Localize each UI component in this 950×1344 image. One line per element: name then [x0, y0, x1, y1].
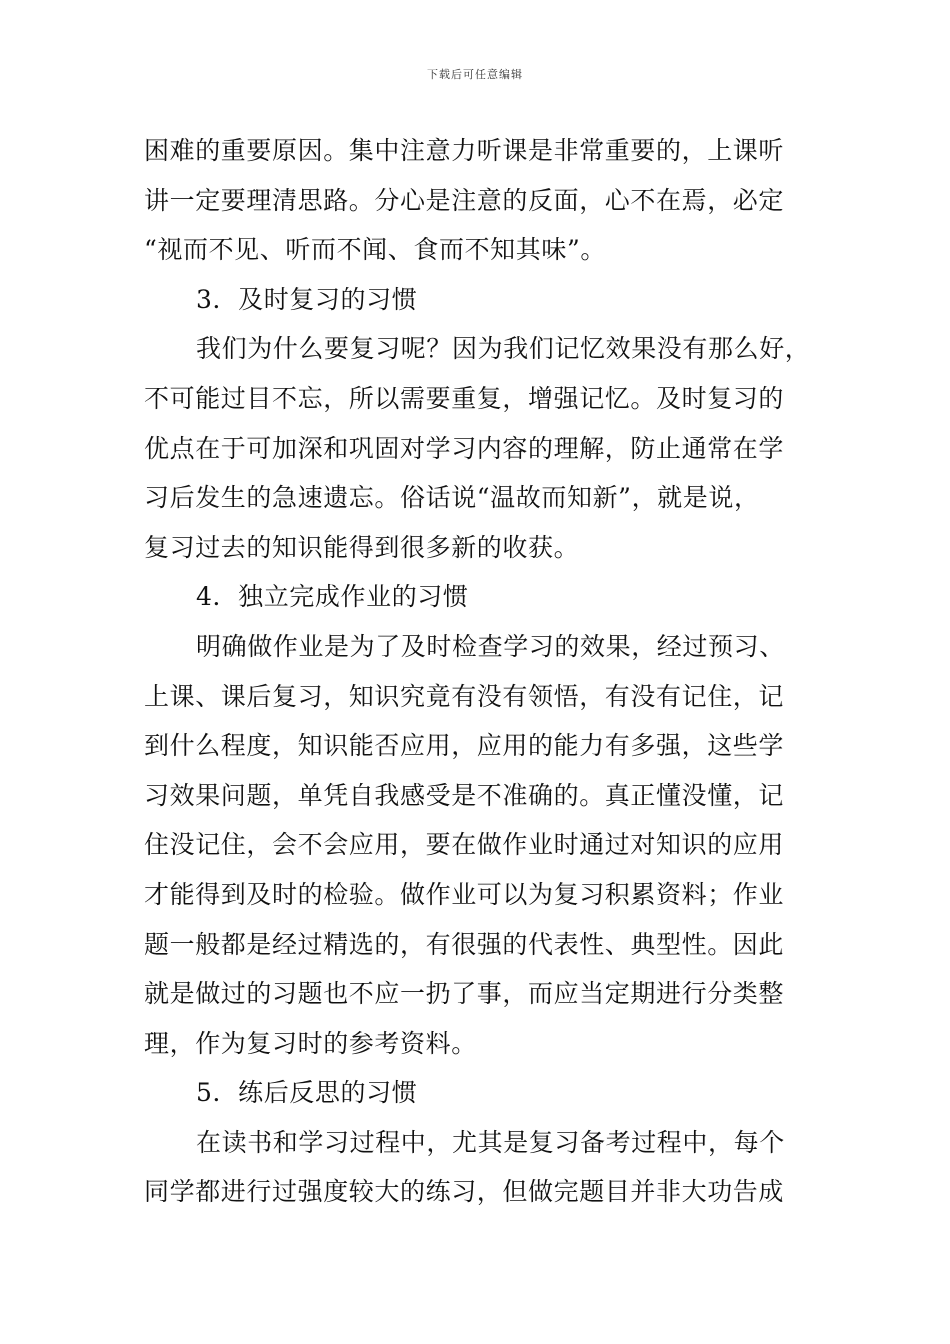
- document-body: [144, 126, 811, 1217]
- text-line: 理，作为复习时的参考资料。: [144, 1028, 477, 1058]
- text-line: 习效果问题，单凭自我感受是不准确的。真正懂没懂，记: [144, 780, 785, 810]
- text-line: 就是做过的习题也不应一扔了事，而应当定期进行分类整: [144, 979, 785, 1009]
- text-line: 住没记住，会不会应用，要在做作业时通过对知识的应用: [144, 830, 785, 860]
- text-line: 上课、课后复习，知识究竟有没有领悟，有没有记住，记: [144, 681, 785, 711]
- paragraph-start-line: 我们为什么要复习呢？因为我们记忆效果没有那么好，: [196, 334, 811, 364]
- text-line: “视而不见、听而不闻、食而不知其味”。: [144, 235, 606, 265]
- text-line: 讲一定要理清思路。分心是注意的反面，心不在焉，必定: [144, 185, 785, 215]
- text-line: 到什么程度，知识能否应用，应用的能力有多强，这些学: [144, 731, 785, 761]
- text-line: 优点在于可加深和巩固对学习内容的理解，防止通常在学: [144, 433, 785, 463]
- page-header: 下载后可任意编辑: [427, 68, 523, 81]
- paragraph-start-line: 在读书和学习过程中，尤其是复习备考过程中，每个: [196, 1127, 785, 1157]
- text-line: 才能得到及时的检验。做作业可以为复习积累资料；作业: [144, 879, 785, 909]
- paragraph-start-line: 4．独立完成作业的习惯: [196, 582, 469, 612]
- text-line: 复习过去的知识能得到很多新的收获。: [144, 532, 580, 562]
- text-line: 同学都进行过强度较大的练习，但做完题目并非大功告成: [144, 1177, 785, 1207]
- text-line: 不可能过目不忘，所以需要重复，增强记忆。及时复习的: [144, 383, 785, 413]
- text-line: 困难的重要原因。集中注意力听课是非常重要的，上课听: [144, 136, 785, 165]
- paragraph-start-line: 明确做作业是为了及时检查学习的效果，经过预习、: [196, 631, 785, 661]
- paragraph-start-line: 5．练后反思的习惯: [196, 1078, 418, 1108]
- text-line: 习后发生的急速遗忘。俗话说“温故而知新”，就是说，: [144, 483, 760, 513]
- paragraph-start-line: 3．及时复习的习惯: [196, 284, 418, 314]
- text-line: 题一般都是经过精选的，有很强的代表性、典型性。因此: [144, 929, 785, 959]
